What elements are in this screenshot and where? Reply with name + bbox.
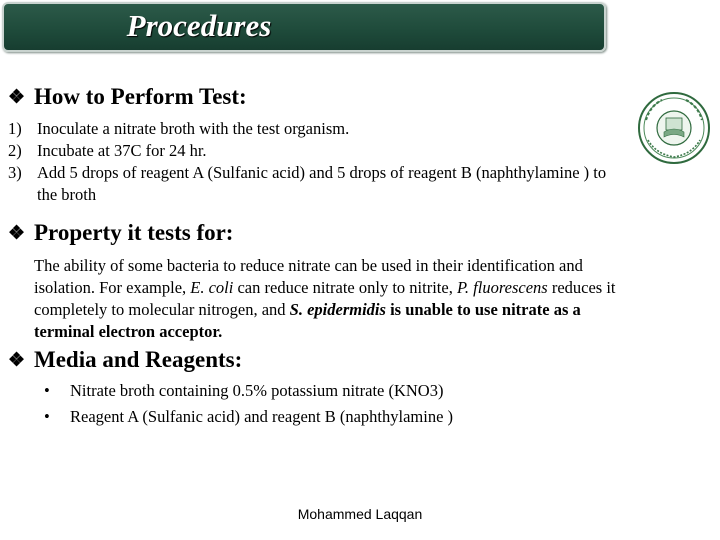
procedure-step — [8, 162, 608, 206]
list-item-text: Nitrate broth containing 0.5% potassium nitrate (KNO3) — [70, 381, 444, 400]
slide-title: Procedures — [126, 8, 272, 43]
heading-media-reagents — [8, 347, 242, 373]
media-list — [44, 378, 604, 430]
heading-how-to-perform — [8, 84, 247, 110]
procedure-step — [8, 140, 608, 162]
step-number: 2) — [8, 141, 22, 160]
step-text: Inoculate a nitrate broth with the test organism. — [37, 119, 350, 138]
paragraph-text: reduces it completely to molecular nitrogen, and — [34, 278, 616, 319]
diamond-bullet-icon: ❖ — [8, 223, 26, 244]
organism-name-sepidermidis: S. epidermidis — [289, 300, 386, 319]
step-text: Incubate at 37C for 24 hr. — [37, 141, 207, 160]
step-number: 3) — [8, 163, 22, 182]
footer-author: Mohammed Laqqan — [297, 506, 423, 522]
bullet-icon: • — [44, 381, 50, 400]
organism-name-ecoli: E. coli — [190, 278, 234, 297]
paragraph-text: can reduce nitrate only to nitrite, — [233, 278, 457, 297]
paragraph-text-bold: is unable to use nitrate as a terminal electron acceptor. — [34, 300, 581, 341]
procedure-steps — [8, 118, 608, 206]
paragraph-text: The ability of some bacteria to reduce nitrate can be used in their identification and isolation. For example, — [34, 256, 583, 297]
step-number: 1) — [8, 119, 22, 138]
organism-name-pfluorescens: P. fluorescens — [456, 278, 548, 297]
property-paragraph — [34, 255, 644, 343]
procedure-step — [8, 118, 608, 140]
title-bar — [2, 2, 606, 52]
heading-text: Media and Reagents: — [34, 347, 243, 372]
list-item — [44, 378, 604, 404]
bullet-icon: • — [44, 407, 50, 426]
heading-property — [8, 220, 233, 246]
heading-text: Property it tests for: — [34, 220, 234, 245]
list-item — [44, 404, 604, 430]
diamond-bullet-icon: ❖ — [8, 350, 26, 371]
list-item-text: Reagent A (Sulfanic acid) and reagent B (naphthylamine ) — [70, 407, 454, 426]
diamond-bullet-icon: ❖ — [8, 87, 26, 108]
heading-text: How to Perform Test: — [34, 84, 247, 109]
university-seal-icon — [636, 90, 712, 166]
step-text: Add 5 drops of reagent A (Sulfanic acid) and 5 drops of reagent B (naphthylamine ) to the broth — [37, 163, 607, 204]
